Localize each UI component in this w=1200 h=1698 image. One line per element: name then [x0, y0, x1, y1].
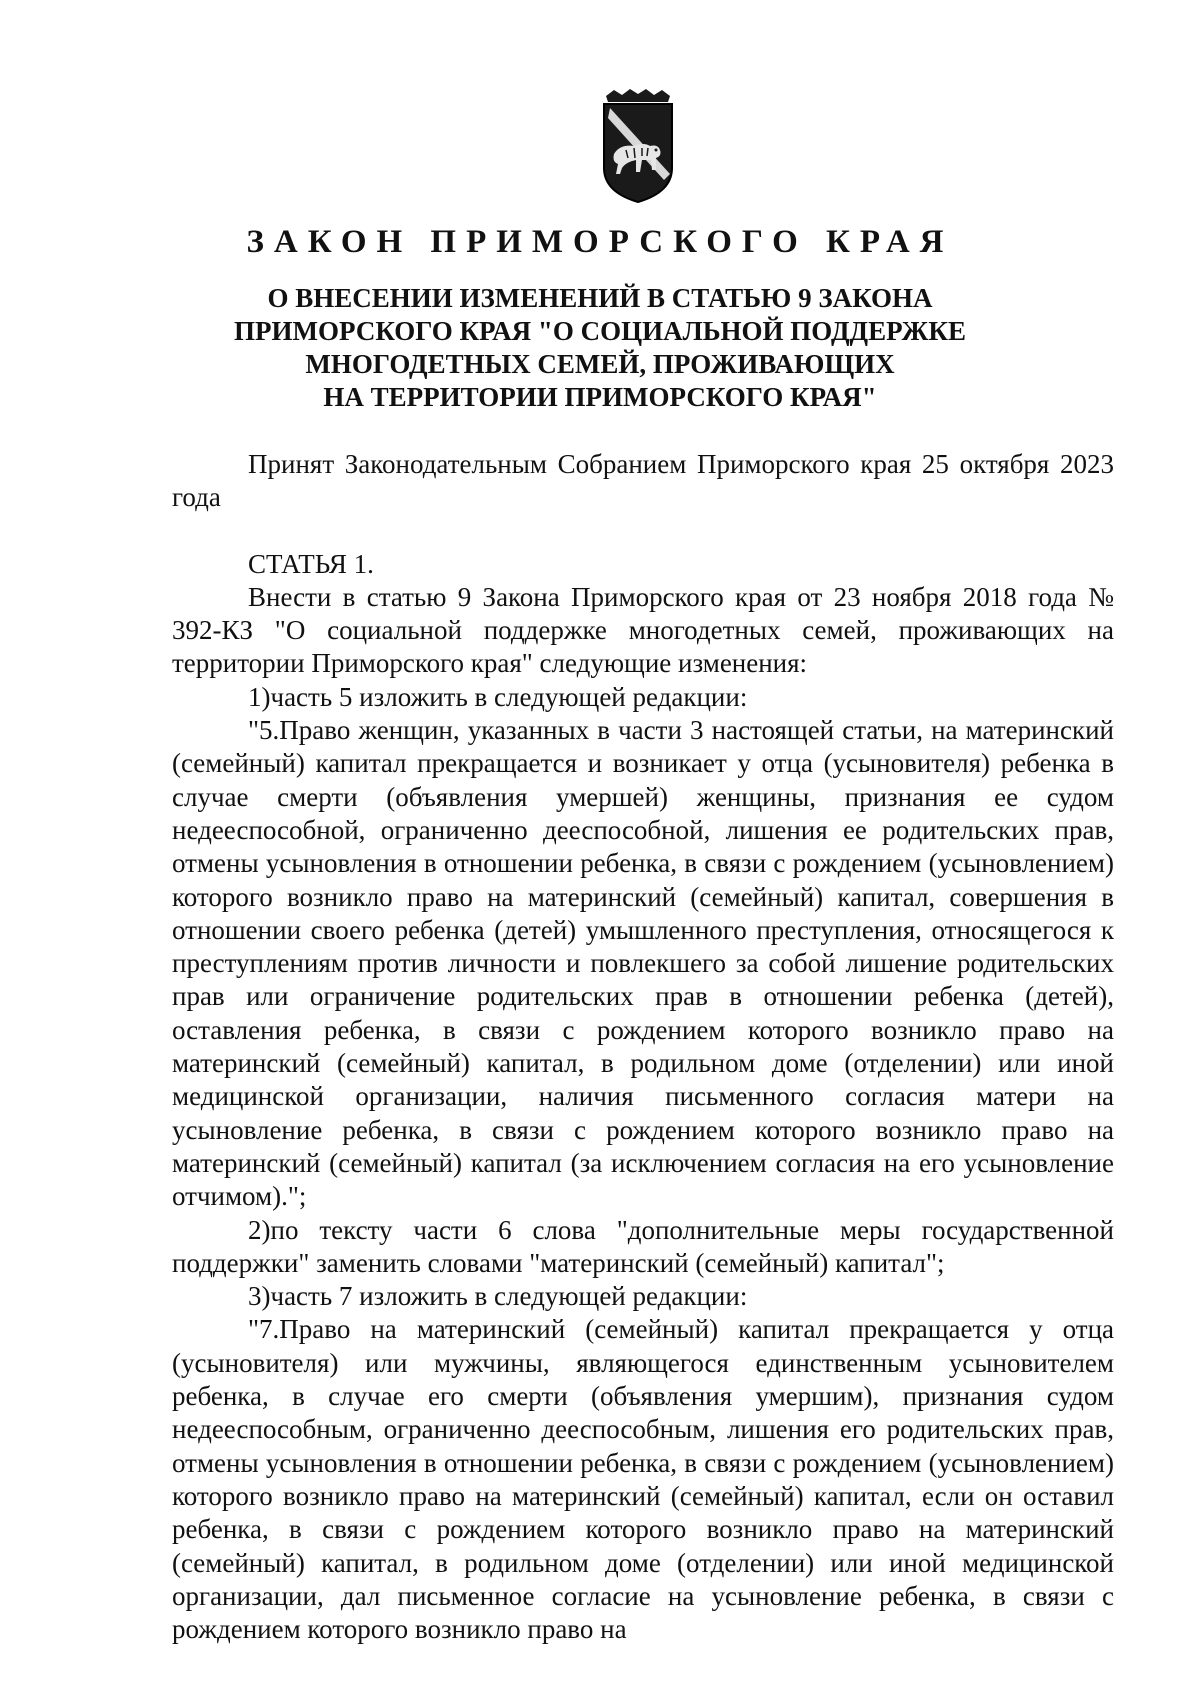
subtitle-line: НА ТЕРРИТОРИИ ПРИМОРСКОГО КРАЯ": [323, 382, 877, 412]
paragraph: "5.Право женщин, указанных в части 3 настоящей статьи, на материнский (семейный) капитал прекращается и возникает у отца (усыновителя) ребенка в случае смерти (объявления умершей) женщины, признания ее судом недееспособной, ограниченно дееспособной, лишения ее родительских прав, отмены усыновления в отношении ребенка, в связи с рождением (усыновлением) которого возникло право на материнский (семейный) капитал, совершения в отношении своего ребенка (детей) умышленного преступления, относящегося к преступлениям против личности и повлекшего за собой лишение родительских прав или ограничение родительских прав в отношении ребенка (детей), оставления ребенка, в связи с рождением которого возникло право на материнский (семейный) капитал, в родильном доме (отделении) или иной медицинской организации, наличия письменного согласия матери на усыновление ребенка, в связи с рождением которого возникло право на материнский (семейный) капитал (за исключением согласия на его усыновление отчимом).";: [172, 715, 1114, 1212]
paragraph: Внести в статью 9 Закона Приморского края от 23 ноября 2018 года № 392-КЗ "О социальной поддержке многодетных семей, проживающих на территории Приморского края" следующие изменения:: [172, 581, 1114, 679]
law-title: ЗАКОН ПРИМОРСКОГО КРАЯ: [246, 224, 954, 260]
subtitle-line: ПРИМОРСКОГО КРАЯ "О СОЦИАЛЬНОЙ ПОДДЕРЖКЕ: [234, 316, 966, 346]
subtitle-line: МНОГОДЕТНЫХ СЕМЕЙ, ПРОЖИВАЮЩИХ: [305, 349, 895, 379]
paragraph: "7.Право на материнский (семейный) капитал прекращается у отца (усыновителя) или мужчины, являющегося единственным усыновителем ребенка, в случае его смерти (объявления умершим), признания судом недееспособным, ограниченно дееспособным, лишения его родительских прав, отмены усыновления в отношении ребенка, в связи с рождением (усыновлением) которого возникло право на материнский (семейный) капитал, если он оставил ребенка, в связи с рождением которого возникло право на материнский (семейный) капитал, в родильном доме (отделении) или иной медицинской организации, дал письменное согласие на усыновление ребенка, в связи с рождением которого возникло право на: [172, 1314, 1114, 1645]
law-subtitle: [150, 282, 1050, 414]
paragraph: 2)по тексту части 6 слова "дополнительные меры государственной поддержки" заменить словами "материнский (семейный) капитал";: [172, 1214, 1114, 1278]
spacer: [172, 515, 1114, 548]
coat-of-arms-icon: [600, 88, 676, 206]
paragraph: 1)часть 5 изложить в следующей редакции:: [248, 681, 748, 712]
adoption-note: Принят Законодательным Собранием Приморского края 25 октября 2023 года: [172, 449, 1114, 513]
document-body: [172, 448, 1114, 1646]
subtitle-line: О ВНЕСЕНИИ ИЗМЕНЕНИЙ В СТАТЬЮ 9 ЗАКОНА: [267, 283, 933, 313]
article-heading: СТАТЬЯ 1.: [248, 548, 374, 579]
paragraph: 3)часть 7 изложить в следующей редакции:: [248, 1281, 748, 1312]
